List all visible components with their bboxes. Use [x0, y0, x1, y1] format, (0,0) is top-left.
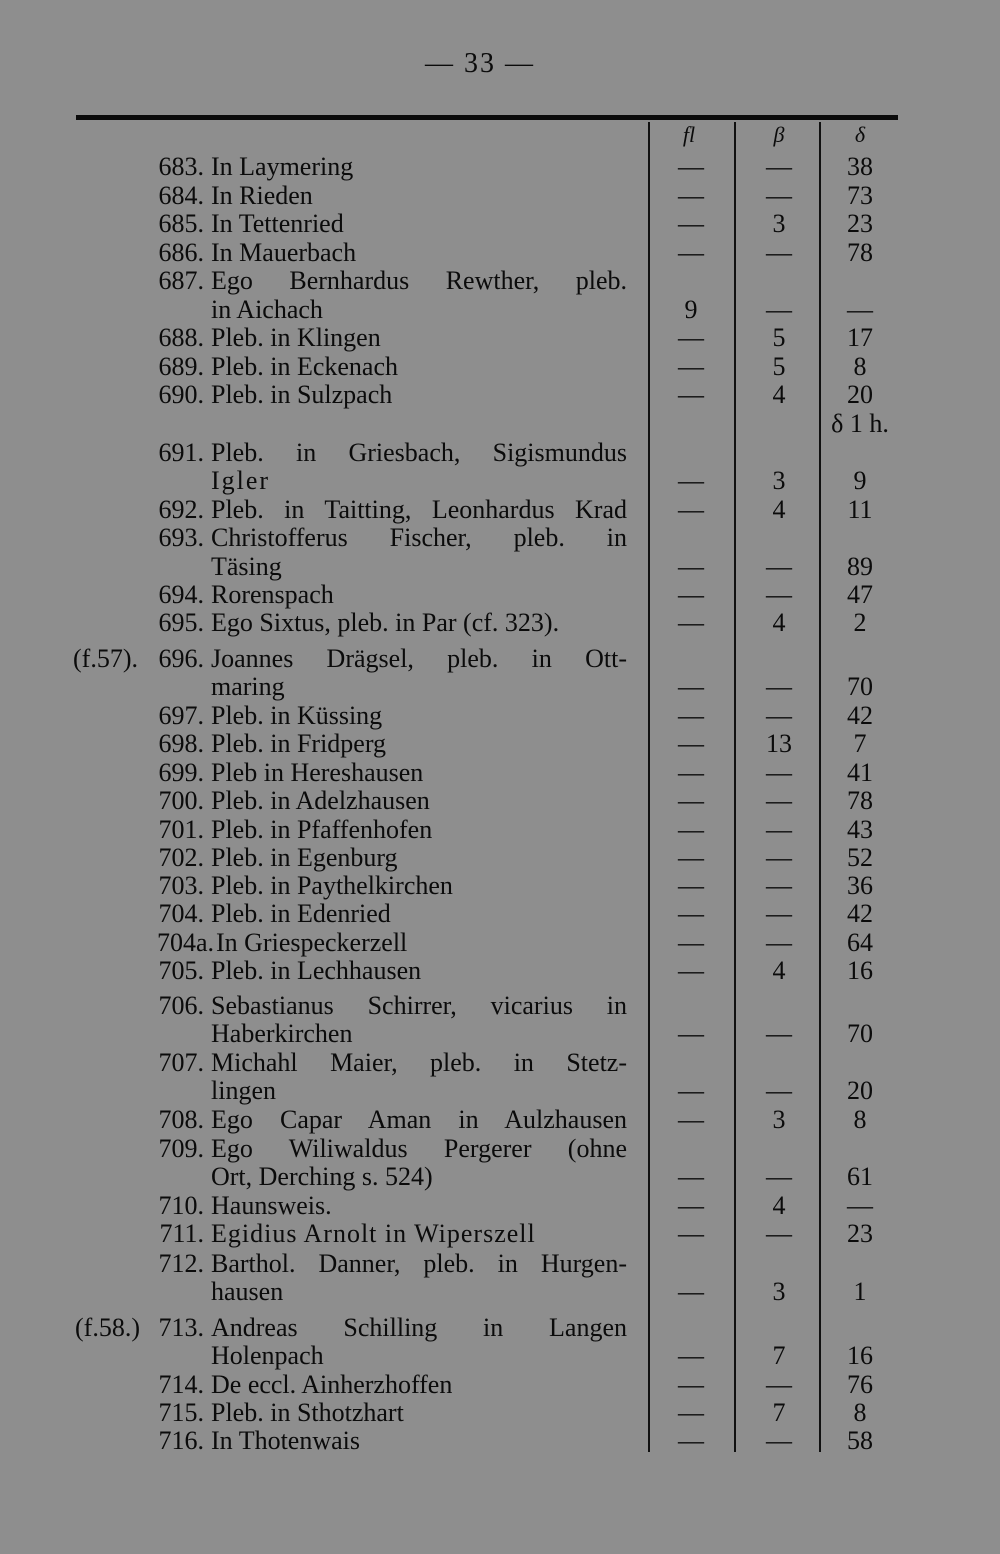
entry-continuation [0, 1163, 1000, 1191]
entry-number: 700. [158, 786, 204, 815]
value-a: — [678, 871, 704, 900]
entry-text: Pleb. in Lechhausen [211, 956, 422, 985]
entry-text: Ego Sixtus, pleb. in Par (cf. 323). [211, 608, 560, 637]
entry-row [0, 992, 1000, 1020]
entry-number: 688. [158, 323, 204, 352]
entry-number: 704. [158, 899, 204, 928]
value-d: 43 [847, 815, 873, 844]
entry-text: Christofferus Fischer, pleb. in [211, 523, 627, 552]
entry-continuation [0, 1342, 1000, 1370]
entry-number: 712. [158, 1249, 204, 1278]
entry-row [0, 353, 1000, 381]
value-d: 7 [853, 729, 867, 758]
entry-text-cont: Ort, Derching s. 524) [211, 1162, 433, 1191]
value-b: 13 [766, 729, 792, 758]
entry-text: Ego Wiliwaldus Pergerer (ohne [211, 1134, 627, 1163]
value-d: 52 [847, 843, 873, 872]
value-a: 9 [684, 295, 698, 324]
value-b: — [766, 552, 792, 581]
value-b: — [766, 1370, 792, 1399]
column-header-d: δ [854, 122, 866, 147]
entry-number: 707. [158, 1048, 204, 1077]
value-b: 3 [772, 1105, 786, 1134]
entry-row [0, 267, 1000, 295]
value-d: — [847, 295, 873, 324]
entry-row [0, 1049, 1000, 1077]
value-d: 78 [847, 786, 873, 815]
entry-text-cont: Holenpach [211, 1341, 324, 1370]
value-a: — [678, 1219, 704, 1248]
entry-row [0, 439, 1000, 467]
value-b: — [766, 786, 792, 815]
entry-number: 698. [158, 729, 204, 758]
value-b: — [766, 928, 792, 957]
column-header-b: β [773, 122, 785, 147]
entry-row [0, 1220, 1000, 1248]
entry-prefix-row [0, 645, 1000, 673]
entry-text: Michahl Maier, pleb. in Stetz- [211, 1048, 627, 1077]
entry-number: 697. [158, 701, 204, 730]
value-a: — [678, 181, 704, 210]
value-b: — [766, 701, 792, 730]
value-d: 78 [847, 238, 873, 267]
entry-number: 714. [158, 1370, 204, 1399]
entry-row [0, 816, 1000, 844]
entry-row [0, 872, 1000, 900]
entry-number: 687. [158, 266, 204, 295]
entry-row [0, 1371, 1000, 1399]
value-b: — [766, 758, 792, 787]
folio-reference: (f.58.) [75, 1313, 140, 1342]
entry-number: 696. [158, 644, 204, 673]
value-a: — [678, 323, 704, 352]
entry-text: Egidius Arnolt in Wiperszell [211, 1219, 536, 1248]
entry-text: Pleb. in Adelzhausen [211, 786, 430, 815]
entry-number: 683. [158, 152, 204, 181]
entry-text: In Griespeckerzell [216, 928, 408, 957]
value-a: — [678, 552, 704, 581]
entry-note-row [0, 410, 1000, 438]
entry-continuation [0, 1278, 1000, 1306]
entry-number: 716. [158, 1426, 204, 1455]
entry-continuation [0, 1077, 1000, 1105]
value-b: — [766, 899, 792, 928]
entry-row [0, 730, 1000, 758]
value-a: — [678, 608, 704, 637]
value-a: — [678, 672, 704, 701]
entry-text-cont: Igler [211, 466, 271, 495]
entry-row [0, 957, 1000, 985]
value-d: 36 [847, 871, 873, 900]
entry-text: De eccl. Ainherzhoffen [211, 1370, 453, 1399]
value-d: 42 [847, 701, 873, 730]
value-d: 9 [853, 466, 867, 495]
entry-text: Ego Capar Aman in Aulzhausen [211, 1105, 627, 1134]
entry-text: Pleb. in Sulzpach [211, 380, 393, 409]
value-a: — [678, 1162, 704, 1191]
value-a: — [678, 956, 704, 985]
value-a: — [678, 1105, 704, 1134]
value-b: — [766, 181, 792, 210]
value-b: — [766, 238, 792, 267]
value-a: — [678, 843, 704, 872]
entry-row [0, 609, 1000, 637]
value-a: — [678, 758, 704, 787]
entry-text: Pleb. in Eckenach [211, 352, 398, 381]
value-b: 4 [772, 380, 786, 409]
entry-number: 703. [158, 871, 204, 900]
value-d: 76 [847, 1370, 873, 1399]
value-a: — [678, 1277, 704, 1306]
entry-row [0, 844, 1000, 872]
entry-text: In Thotenwais [211, 1426, 360, 1455]
entry-number: 690. [158, 380, 204, 409]
entry-continuation [0, 1020, 1000, 1048]
value-a: — [678, 729, 704, 758]
value-d: 89 [847, 552, 873, 581]
entry-continuation [0, 673, 1000, 701]
value-b: 4 [772, 608, 786, 637]
entry-number: 695. [158, 608, 204, 637]
entry-text-cont: lingen [211, 1076, 276, 1105]
entry-row [0, 381, 1000, 409]
entry-text: Pleb in Hereshausen [211, 758, 424, 787]
entry-number: 705. [158, 956, 204, 985]
entry-row [0, 787, 1000, 815]
entry-text: Pleb. in Klingen [211, 323, 381, 352]
value-a: — [678, 352, 704, 381]
entry-number: 704a. [156, 928, 214, 957]
entry-text: Andreas Schilling in Langen [211, 1313, 627, 1342]
entry-row [0, 324, 1000, 352]
value-a: — [678, 238, 704, 267]
value-d: 16 [847, 956, 873, 985]
value-d: 47 [847, 580, 873, 609]
value-d: 17 [847, 323, 873, 352]
entry-text: Pleb. in Edenried [211, 899, 391, 928]
value-d: 61 [847, 1162, 873, 1191]
value-d: 64 [847, 928, 873, 957]
value-b: — [766, 815, 792, 844]
column-header-a: fl [682, 122, 696, 147]
value-d: 8 [853, 352, 867, 381]
value-d: 41 [847, 758, 873, 787]
value-d: 8 [853, 1398, 867, 1427]
value-b: — [766, 1162, 792, 1191]
value-d: 70 [847, 1019, 873, 1048]
entry-row [0, 182, 1000, 210]
entry-text-cont: maring [211, 672, 285, 701]
value-d: 16 [847, 1341, 873, 1370]
entry-text-cont: Haberkirchen [211, 1019, 353, 1048]
entry-row [0, 900, 1000, 928]
value-b: — [766, 152, 792, 181]
entry-continuation [0, 553, 1000, 581]
entry-text: Rorenspach [211, 580, 334, 609]
value-a: — [678, 209, 704, 238]
entry-row [0, 210, 1000, 238]
entry-number: 699. [158, 758, 204, 787]
value-b: — [766, 1219, 792, 1248]
entry-text: In Rieden [211, 181, 313, 210]
entry-number: 706. [158, 991, 204, 1020]
value-b: 7 [772, 1398, 786, 1427]
entry-text: Ego Bernhardus Rewther, pleb. [211, 266, 627, 295]
page-number: — 33 — [425, 48, 535, 79]
value-b: — [766, 295, 792, 324]
value-b: — [766, 580, 792, 609]
entry-continuation [0, 296, 1000, 324]
value-b: 4 [772, 956, 786, 985]
entry-number: 709. [158, 1134, 204, 1163]
value-b: — [766, 672, 792, 701]
value-b: — [766, 871, 792, 900]
entry-text: Pleb. in Taitting, Leonhardus Krad [211, 495, 627, 524]
entry-number: 701. [158, 815, 204, 844]
entry-number: 713. [158, 1313, 204, 1342]
entry-number: 710. [158, 1191, 204, 1220]
value-d: 11 [847, 495, 873, 524]
value-d: 8 [853, 1105, 867, 1134]
entry-row [0, 1106, 1000, 1134]
value-a: — [678, 1398, 704, 1427]
entry-text: Pleb. in Fridperg [211, 729, 387, 758]
folio-reference: (f.57). [73, 644, 138, 673]
value-a: — [678, 1341, 704, 1370]
entry-text: Pleb. in Küssing [211, 701, 383, 730]
entry-number: 708. [158, 1105, 204, 1134]
value-b: — [766, 843, 792, 872]
entry-number: 691. [158, 438, 204, 467]
value-b: 5 [772, 352, 786, 381]
entry-number: 684. [158, 181, 204, 210]
entry-row [0, 1399, 1000, 1427]
value-a: — [678, 1191, 704, 1220]
entry-row [0, 581, 1000, 609]
entry-note: δ 1 h. [831, 409, 889, 438]
value-d: 20 [847, 1076, 873, 1105]
entry-text: In Laymering [211, 152, 354, 181]
header-rule [76, 115, 898, 120]
value-b: 4 [772, 495, 786, 524]
value-a: — [678, 152, 704, 181]
value-b: 4 [772, 1191, 786, 1220]
entry-text: In Mauerbach [211, 238, 357, 267]
value-d: 2 [853, 608, 867, 637]
entry-text: Pleb. in Pfaffenhofen [211, 815, 433, 844]
value-a: — [678, 495, 704, 524]
value-d: 38 [847, 152, 873, 181]
entry-continuation [0, 467, 1000, 495]
value-d: 58 [847, 1426, 873, 1455]
value-a: — [678, 701, 704, 730]
entry-number: 715. [158, 1398, 204, 1427]
entry-text-cont: Täsing [211, 552, 282, 581]
value-d: 1 [853, 1277, 867, 1306]
entry-text: Sebastianus Schirrer, vicarius in [211, 991, 627, 1020]
entry-row [0, 702, 1000, 730]
entry-row [0, 1427, 1000, 1455]
entry-number: 692. [158, 495, 204, 524]
value-b: — [766, 1426, 792, 1455]
entry-text: Pleb. in Griesbach, Sigismundus [211, 438, 627, 467]
entry-number: 685. [158, 209, 204, 238]
value-b: 7 [772, 1341, 786, 1370]
entry-number: 694. [158, 580, 204, 609]
entry-row [0, 1135, 1000, 1163]
entry-number: 689. [158, 352, 204, 381]
value-b: — [766, 1019, 792, 1048]
value-a: — [678, 786, 704, 815]
value-d: 23 [847, 1219, 873, 1248]
value-a: — [678, 1426, 704, 1455]
entry-text: Pleb. in Egenburg [211, 843, 398, 872]
entry-row [0, 1314, 1000, 1342]
entry-row [0, 524, 1000, 552]
value-b: 3 [772, 1277, 786, 1306]
value-a: — [678, 380, 704, 409]
value-b: — [766, 1076, 792, 1105]
entry-text: Haunsweis. [211, 1191, 332, 1220]
value-a: — [678, 899, 704, 928]
entry-text-cont: hausen [211, 1277, 284, 1306]
value-a: — [678, 1076, 704, 1105]
value-b: 5 [772, 323, 786, 352]
value-a: — [678, 928, 704, 957]
entry-number: 693. [158, 523, 204, 552]
entry-text: In Tettenried [211, 209, 344, 238]
value-a: — [678, 580, 704, 609]
value-d: — [847, 1191, 873, 1220]
entry-text: Barthol. Danner, pleb. in Hurgen- [211, 1249, 627, 1278]
value-b: 3 [772, 466, 786, 495]
value-d: 70 [847, 672, 873, 701]
entry-row [0, 759, 1000, 787]
entry-text-cont: in Aichach [211, 295, 323, 324]
entry-text: Pleb. in Paythelkirchen [211, 871, 453, 900]
value-d: 23 [847, 209, 873, 238]
value-d: 73 [847, 181, 873, 210]
entry-row [0, 153, 1000, 181]
value-b: 3 [772, 209, 786, 238]
entry-row [0, 1250, 1000, 1278]
entry-number: 711. [159, 1219, 204, 1248]
entry-number: 702. [158, 843, 204, 872]
entry-text: Pleb. in Sthotzhart [211, 1398, 404, 1427]
value-d: 20 [847, 380, 873, 409]
entry-row [0, 929, 1000, 957]
entry-text: Joannes Drägsel, pleb. in Ott- [211, 644, 627, 673]
value-d: 42 [847, 899, 873, 928]
entry-number: 686. [158, 238, 204, 267]
value-a: — [678, 1370, 704, 1399]
entry-row [0, 496, 1000, 524]
value-a: — [678, 1019, 704, 1048]
value-a: — [678, 815, 704, 844]
entry-row [0, 1192, 1000, 1220]
value-a: — [678, 466, 704, 495]
entry-row [0, 239, 1000, 267]
